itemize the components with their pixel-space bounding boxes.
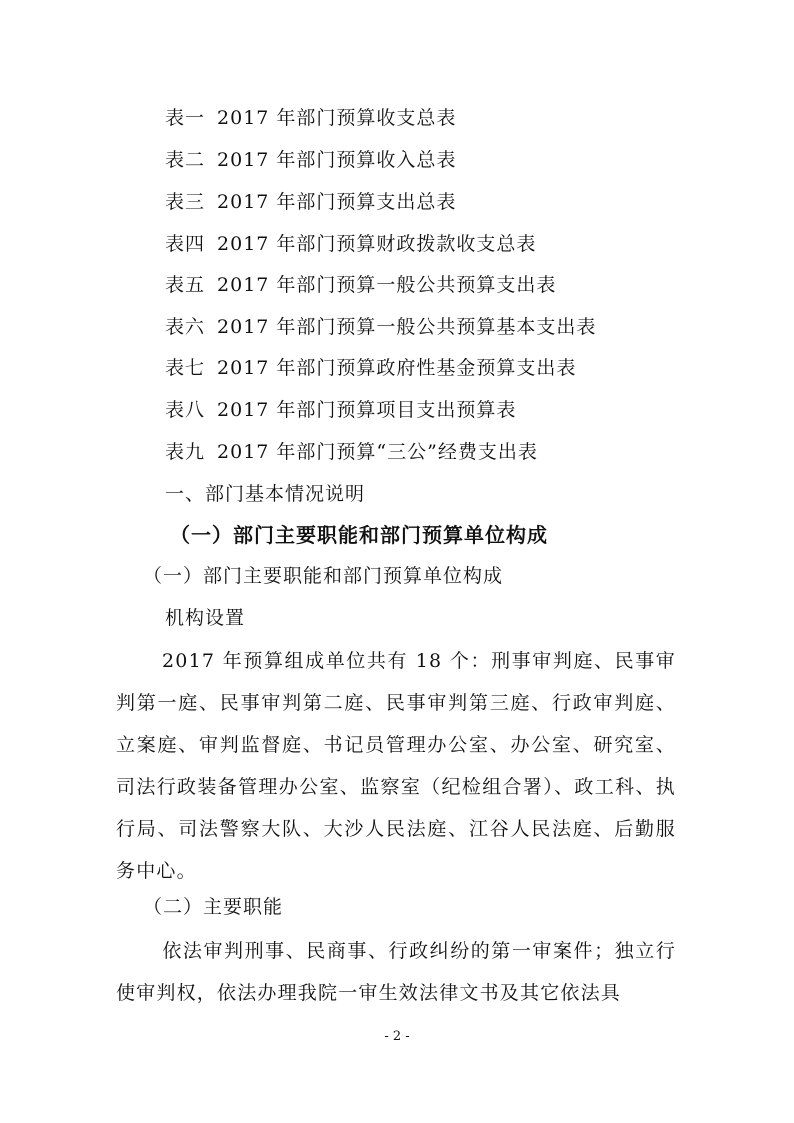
toc-label: 表二: [165, 149, 206, 171]
toc-label: 表四: [165, 233, 206, 255]
toc-item: [165, 232, 536, 256]
sub-heading: （一）部门主要职能和部门预算单位构成: [143, 565, 504, 587]
toc-text: 2017 年部门预算收支总表: [217, 107, 457, 129]
toc-item: [165, 398, 516, 422]
toc-text: 2017 年部门预算一般公共预算支出表: [217, 274, 557, 296]
duties-heading: （二）主要职能: [143, 896, 284, 918]
duties-paragraph-text: 依法审判刑事、民商事、行政纠纷的第一审案件；独立行使审判权，依法办理我院一审生效法律文书及其它依法具: [116, 940, 676, 1004]
toc-text: 2017 年部门预算项目支出预算表: [217, 399, 517, 421]
toc-label: 表八: [165, 399, 206, 421]
toc-label: 表七: [165, 357, 206, 379]
page-number: - 2 -: [384, 1029, 410, 1044]
toc-label: 表三: [165, 191, 206, 213]
toc-item: [165, 148, 456, 172]
section-title: 一、部门基本情况说明: [165, 483, 366, 505]
toc-text: 2017 年部门预算支出总表: [217, 191, 457, 213]
toc-text: 2017 年部门预算一般公共预算基本支出表: [217, 316, 597, 338]
toc-item: [165, 356, 576, 380]
org-heading: 机构设置: [165, 607, 246, 629]
toc-label: 表五: [165, 274, 206, 296]
toc-item: [165, 106, 456, 130]
org-paragraph: [116, 640, 676, 892]
toc-label: 表九: [165, 441, 206, 463]
org-paragraph-text: 2017 年预算组成单位共有 18 个：刑事审判庭、民事审判第一庭、民事审判第二庭、民事审判第三庭、行政审判庭、立案庭、审判监督庭、书记员管理办公室、办公室、研究室、司法行政装备管理办公室、监察室（纪检组合署）、政工科、执行局、司法警察大队、大沙人民法庭、江谷人民法庭、后勤服务中心。: [116, 650, 676, 882]
bold-heading: （一）部门主要职能和部门预算单位构成: [170, 523, 548, 547]
duties-paragraph: [116, 930, 676, 1014]
toc-item: [165, 273, 556, 297]
toc-label: 表六: [165, 316, 206, 338]
toc-label: 表一: [165, 107, 206, 129]
toc-text: 2017 年部门预算财政拨款收支总表: [217, 233, 537, 255]
toc-text: 2017 年部门预算收入总表: [217, 149, 457, 171]
toc-item: [165, 190, 456, 214]
toc-item: [165, 440, 538, 464]
toc-text: 2017 年部门预算“三公”经费支出表: [217, 441, 538, 463]
toc-text: 2017 年部门预算政府性基金预算支出表: [217, 357, 577, 379]
toc-item: [165, 315, 596, 339]
